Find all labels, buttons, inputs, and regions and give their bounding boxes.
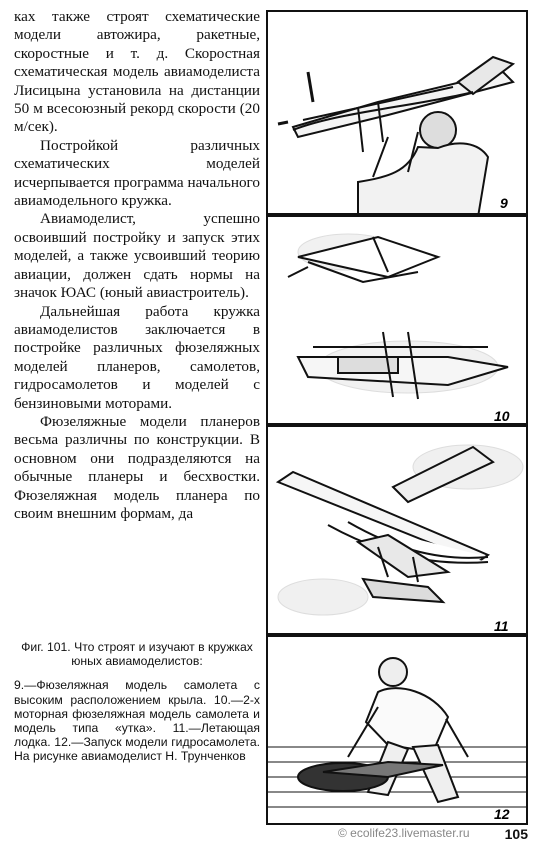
panel-number-12: 12 xyxy=(494,806,510,822)
airplane-high-wing-illustration xyxy=(268,12,528,215)
paragraph-4: Дальнейшая работа кружка авиамоделистов заключается в постройке различных фюзеляжных моделей планеров, самолетов, гидросамолетов и моделей с бензиновыми моторами. xyxy=(14,302,260,412)
panel-number-9: 9 xyxy=(500,195,508,211)
figure-caption xyxy=(14,640,260,764)
paragraph-1: ках также строят схематические модели автожира, ракетные, скоростные и т. д. Скоростная схематическая модель авиамоделиста Лисицына установила на дистанции 50 м всесоюзный рекорд скорости (20 м/сек). xyxy=(14,8,260,136)
model-launch-illustration xyxy=(268,637,528,825)
caption-title: Фиг. 101. Что строят и изучают в кружках юных авиамоделистов: xyxy=(21,640,253,669)
caption-body: 9.—Фюзеляжная модель самолета с высоким расположением крыла. 10.—2-х моторная фюзеляжная модель самолета и модель типа «утка». 11.—Летающая лодка. 12.—Запуск модели гидросамолета. На рисунке авиамоделист Н. Трунченков xyxy=(14,678,260,764)
panel-number-10: 10 xyxy=(494,408,510,424)
watermark: © ecolife23.livemaster.ru xyxy=(338,826,470,840)
twin-engine-airplane-illustration xyxy=(268,217,528,425)
figure-panel-9 xyxy=(266,10,528,215)
paragraph-3: Авиамоделист, успешно освоивший постройку и запуск этих моделей, а также усвоивший теорию авиации, должен сдать нормы на значок ЮАС (юный авиастроитель). xyxy=(14,210,260,302)
figure-column xyxy=(266,10,530,825)
paragraph-5: Фюзеляжные модели планеров весьма различны по конструкции. В основном они подразделяются на обычные планеры и бесхвостки. Фюзеляжная модель планера по своим внешним формам, да xyxy=(14,412,260,522)
figure-panel-12 xyxy=(266,635,528,825)
figure-panel-11 xyxy=(266,425,528,635)
figure-panel-10 xyxy=(266,215,528,425)
main-text xyxy=(14,8,260,523)
page-number: 105 xyxy=(504,826,528,842)
flying-boat-illustration xyxy=(268,427,528,635)
paragraph-2: Постройкой различных схематических моделей исчерпывается программа начального авиамодельного кружка. xyxy=(14,136,260,210)
panel-number-11: 11 xyxy=(494,618,509,634)
